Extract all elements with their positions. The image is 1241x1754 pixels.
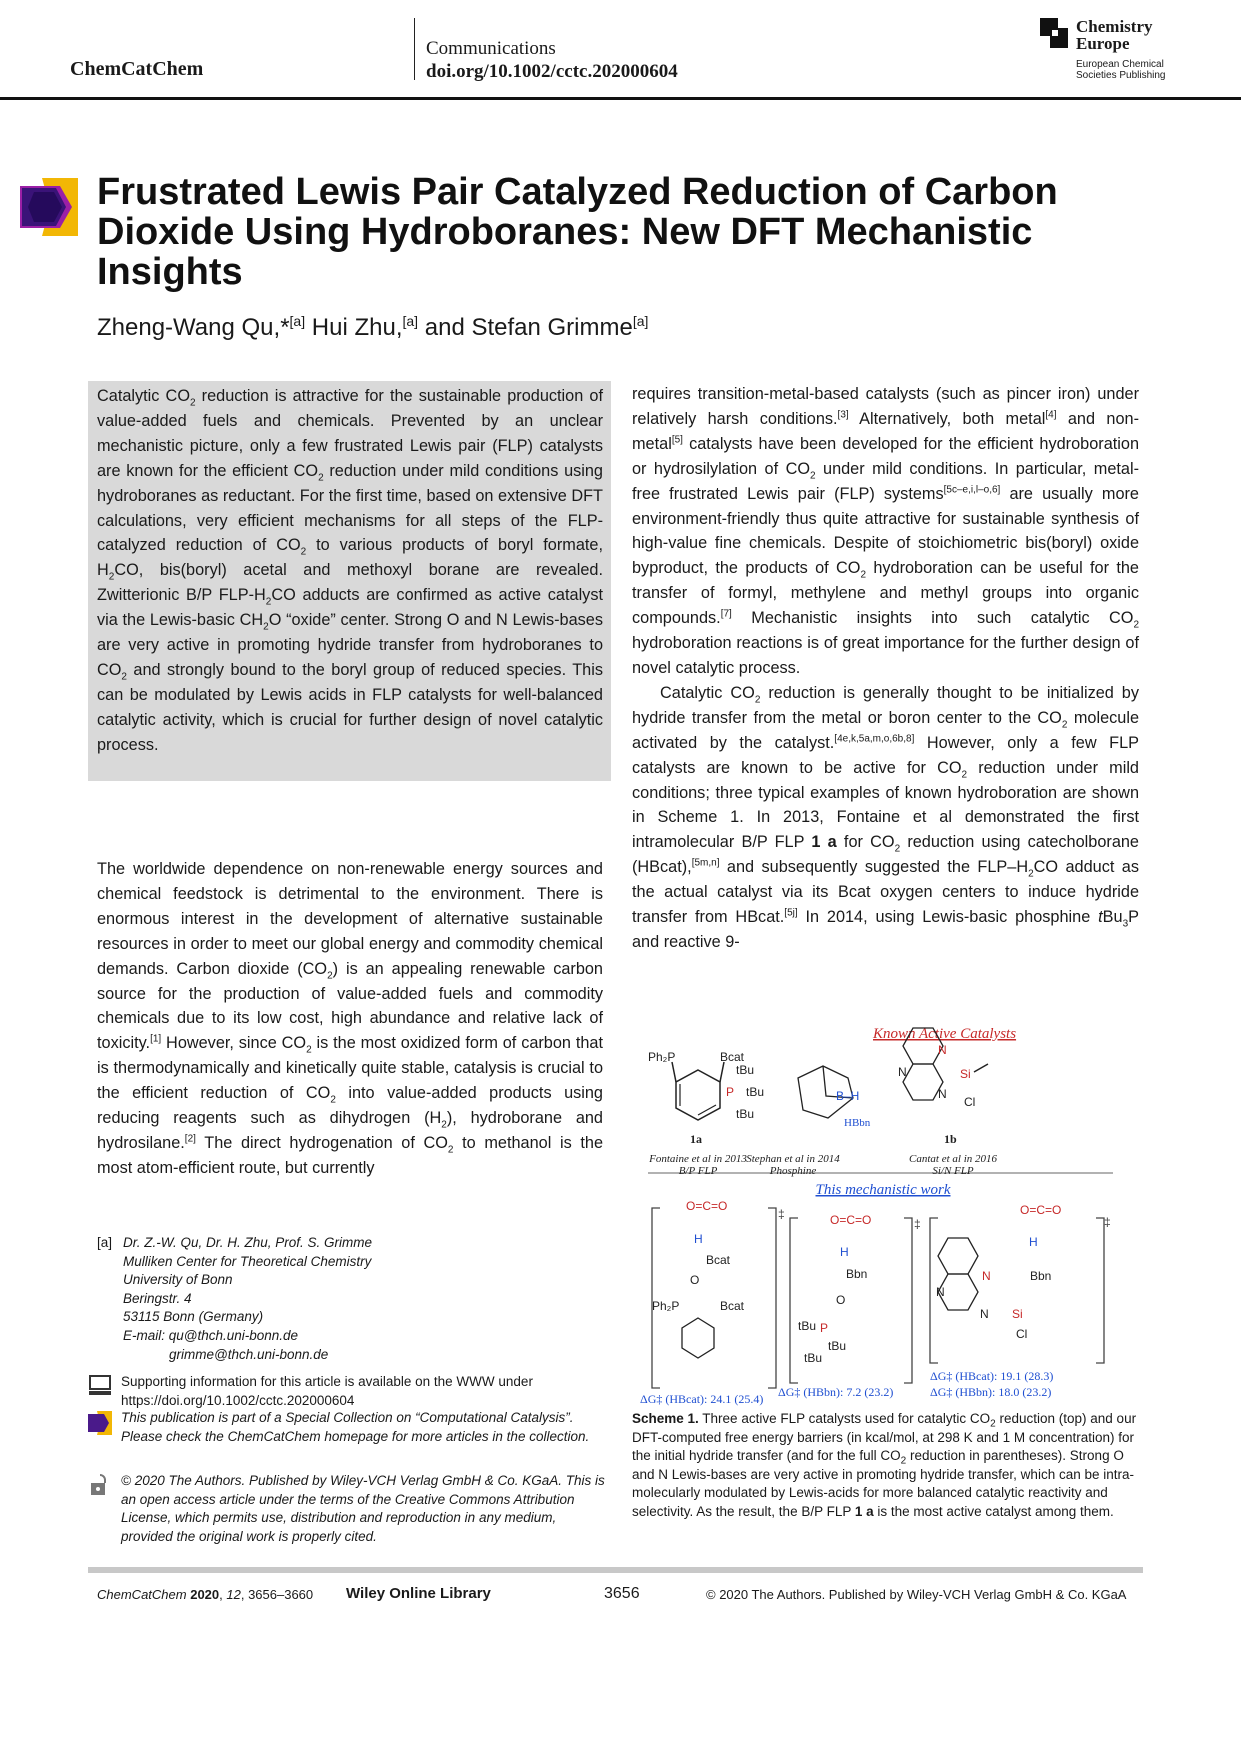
compound-ref: 1 a — [854, 1503, 874, 1519]
intro-t1: The worldwide dependence on non-renewable energy sources and chemical feedstock is detrimental to the environment. There is enormous interest in the development of alternative sustainable resources in order to meet our global energy and commodity chemical demands. Carbon dioxide (CO — [97, 860, 603, 978]
citation-ref[interactable]: [3] — [837, 409, 849, 421]
ts3-energy-b: ΔG‡ (HBbn): 18.0 (23.2) — [930, 1385, 1052, 1399]
wiley-online-library-link[interactable]: Wiley Online Library — [346, 1585, 491, 1602]
ts2-tbu-2: tBu — [828, 1339, 847, 1353]
ts2-tbu-3: tBu — [804, 1351, 823, 1365]
sub: 3 — [1122, 918, 1129, 930]
abs-s4: to various products of boryl formate, H — [97, 536, 603, 580]
ts1-energy: ΔG‡ (HBcat): 24.1 (25.4) — [640, 1392, 764, 1406]
ts2-energy: ΔG‡ (HBbn): 7.2 (23.2) — [778, 1385, 894, 1399]
c2-ref1: Stephan et al in 2014 — [746, 1153, 840, 1165]
ts2-co2: O=C=O — [830, 1213, 872, 1227]
citation-ref[interactable]: [7] — [720, 608, 732, 620]
header-rule — [0, 97, 1241, 100]
footer-journal: ChemCatChem — [97, 1587, 187, 1602]
page-number: 3656 — [604, 1585, 640, 1602]
c3-label: 1b — [944, 1132, 957, 1146]
sub: 2 — [1028, 868, 1034, 880]
section-label: Communications — [426, 38, 556, 59]
intro-t6: ), hydroborane and hydrosilane. — [97, 1109, 603, 1152]
supporting-info-note[interactable]: Supporting information for this article is available on the WWW under https://doi.org/10.1002/cctc.202000604 — [121, 1374, 533, 1408]
intro-t8: to methanol is the most atom-efficient route, but currently — [97, 1133, 604, 1177]
c1-bcat: Bcat — [720, 1050, 745, 1064]
citation-ref[interactable]: [5j] — [784, 907, 798, 919]
c1-ref1: Fontaine et al in 2013 — [649, 1153, 747, 1165]
transition-state-3 — [930, 1203, 1111, 1399]
intro-t5: into value-added products using reducing reagents such as dihydrogen (H — [97, 1084, 603, 1128]
ts3-si: Si — [1012, 1307, 1023, 1321]
header-divider — [414, 18, 415, 80]
right-paragraph-1 — [632, 382, 1139, 681]
catalyst-1b-structure — [898, 1028, 998, 1177]
abs-s8: and strongly bound to the boryl group of reduced species. This can be modulated by Lewis acids in FLP catalysts for well-balanced catalytic activity, which is crucial for further design of novel catalytic process. — [97, 660, 603, 754]
ts3-bbn: Bbn — [1030, 1269, 1052, 1283]
ts2-dagger: ‡ — [914, 1217, 921, 1231]
collection-note: This publication is part of a Special Collection on “Computational Catalysis”. Please check the ChemCatChem homepage for more articles in the collection. — [121, 1410, 590, 1444]
open-access-lock-icon — [88, 1473, 112, 1497]
sub: 2 — [263, 621, 269, 633]
ts1-ph2p: Ph₂P — [652, 1299, 680, 1313]
citation-ref[interactable]: [2] — [184, 1133, 196, 1145]
ts1-co2: O=C=O — [686, 1199, 728, 1213]
r-p1d: catalysts have been developed for the efficient hydroboration or hydrosilylation of CO — [632, 434, 1139, 478]
caption-label: Scheme 1. — [632, 1411, 699, 1426]
r-p2m: Bu — [1102, 908, 1123, 927]
r-p2n: P and reactive 9- — [632, 908, 1139, 951]
r-p1e: under mild conditions. In particular, metal-free frustrated Lewis pair (FLP) systems — [632, 459, 1139, 503]
affiliation-block — [97, 1234, 617, 1364]
r-p1c: and non-metal — [632, 409, 1139, 453]
ts2-bbn: Bbn — [846, 1267, 868, 1281]
author-3: and Stefan Grimme — [418, 314, 633, 341]
catalyst-1a-structure — [648, 1050, 747, 1177]
affiliation-l1: Dr. Z.-W. Qu, Dr. H. Zhu, Prof. S. Grimme — [123, 1235, 373, 1250]
affiliation-tag: [a] — [97, 1235, 113, 1250]
sub: 2 — [441, 1119, 447, 1131]
sub: 2 — [990, 1418, 996, 1430]
journal-name: ChemCatChem — [70, 58, 204, 80]
sub: 2 — [961, 768, 968, 780]
intro-paragraph — [97, 857, 603, 1181]
author-2-affil: [a] — [402, 313, 419, 329]
sub: 2 — [860, 569, 866, 581]
c1-ref2: B/P FLP — [678, 1165, 718, 1177]
ts1-bcat-bot: Bcat — [720, 1299, 745, 1313]
abs-s7: O “oxide” center. Strong O and N Lewis-bases are very active in promoting hydride transfer from hydroboranes to CO — [97, 611, 603, 679]
publisher-title — [1076, 18, 1152, 52]
sub: 2 — [1061, 719, 1068, 731]
email-link[interactable]: E-mail: qu@thch.uni-bonn.de — [123, 1327, 299, 1343]
right-paragraph-2 — [632, 681, 1139, 955]
ts3-energy-a: ΔG‡ (HBcat): 19.1 (28.3) — [930, 1369, 1054, 1383]
intro-t4: is the most oxidized form of carbon that is thermodynamically and kinetically quite stable, catalysis is crucial to the efficient reduction of CO — [97, 1034, 603, 1103]
publisher-sub-line2: Societies Publishing — [1076, 70, 1166, 81]
r-p2h: reduction using catecholborane (HBcat), — [632, 833, 1139, 877]
caption-c2: reduction (top) and our DFT-computed free energy barriers (in kcal/mol, at 298 K and 1 M concentration) for the initial hydride transfer (and for the full CO — [632, 1411, 1137, 1464]
catalyst-phosphine-structure — [726, 1063, 871, 1177]
abs-s2: reduction is attractive for the sustainable production of value-added fuels and chemicals. Prevented by an unclear mechanistic picture, only a few frustrated Lewis pair (FLP) catalysts are known for the efficient CO — [97, 387, 603, 480]
r-p2b: reduction is generally thought to be initialized by hydride transfer from the metal or boron center to the CO — [632, 683, 1139, 727]
r-p1f: are usually more environment-friendly thus quite attractive for sustainable synthesis of high-value fine chemicals. Despite of stoichiometric bis(boryl) oxide byproduct, the products of CO — [632, 484, 1139, 578]
r-p2j: CO adduct as the actual catalyst via its Bcat oxygen centers to induce hydride transfer from HBcat. — [632, 858, 1139, 927]
chemistry-europe-logo-icon — [1040, 18, 1068, 48]
r-p1g: hydroboration can be useful for the transfer of formyl, methylene and methyl groups into organic compounds. — [632, 559, 1139, 628]
abs-s5: CO, bis(boryl) acetal and methoxyl borane are revealed. Zwitterionic B/P FLP-H — [97, 561, 603, 605]
caption-c3: reduction in parentheses). Strong O and N Lewis-bases are very active in promoting hydride transfer, which can be intra-molecularly modulated by Lewis-acids for more balanced catalytic reactivity and selectivity. As the result, the B/P FLP — [632, 1448, 1134, 1519]
ts3-dagger: ‡ — [1104, 1215, 1111, 1229]
c2-ref2: Phosphine — [769, 1165, 817, 1177]
sub: 2 — [894, 843, 901, 855]
sub: 2 — [330, 1094, 336, 1106]
license-note: © 2020 The Authors. Published by Wiley-VCH Verlag GmbH & Co. KGaA. This is an open access article under the terms of the Creative Commons Attribution License, which permits use, distribution and reproduction in any medium, provided the original work is properly cited. — [121, 1473, 605, 1544]
ts3-co2: O=C=O — [1020, 1203, 1062, 1217]
c3-ref1: Cantat et al in 2016 — [909, 1153, 997, 1165]
ts1-h: H — [694, 1232, 703, 1246]
c2-tbu-top: tBu — [736, 1063, 755, 1077]
author-1-affil: [a] — [289, 313, 306, 329]
c1-label: 1a — [690, 1132, 702, 1146]
italic-t: t — [1098, 908, 1103, 927]
ts3-cl: Cl — [1016, 1327, 1028, 1341]
publisher-title-line2: Europe — [1076, 34, 1130, 53]
ts1-bcat-top: Bcat — [706, 1253, 731, 1267]
intro-t2: ) is an appealing renewable carbon source for the production of value-added fuels and commodity chemicals due to its low cost, high abundance and relative lack of toxicity. — [97, 959, 603, 1053]
ts2-p: P — [820, 1321, 829, 1335]
affiliation-l2: Mulliken Center for Theoretical Chemistry — [123, 1253, 372, 1269]
mechanistic-work-title: This mechanistic work — [815, 1182, 951, 1198]
ts1-dagger: ‡ — [778, 1207, 785, 1221]
transition-state-1 — [640, 1199, 785, 1406]
c2-tbu-mid: tBu — [746, 1085, 765, 1099]
publisher-subtitle — [1076, 59, 1166, 81]
c3-n-bot: N — [938, 1087, 947, 1101]
r-p2a: Catalytic CO — [660, 683, 755, 702]
citation-ref[interactable]: [1] — [150, 1033, 162, 1045]
c1-ph2p: Ph₂P — [648, 1050, 676, 1064]
publisher-sub-line1: European Chemical — [1076, 59, 1164, 70]
transition-state-2 — [778, 1213, 921, 1399]
author-1: Zheng-Wang Qu,* — [97, 314, 290, 341]
sub: 2 — [447, 1144, 454, 1156]
abs-s1: Catalytic CO — [97, 387, 190, 405]
c3-n-left: N — [898, 1065, 907, 1079]
citation-ref[interactable]: [4] — [1045, 409, 1057, 421]
intro-t7: The direct hydrogenation of CO — [195, 1133, 448, 1152]
scheme-1-figure — [640, 1018, 1118, 1406]
doi-link[interactable]: doi.org/10.1002/cctc.202000604 — [426, 61, 678, 82]
citation-ref[interactable]: [4e,k,5a,m,o,6b,8] — [834, 733, 915, 745]
sub: 2 — [318, 471, 324, 483]
c3-ref2: Si/N FLP — [932, 1165, 974, 1177]
author-2: Hui Zhu, — [305, 314, 403, 341]
footer-rule — [88, 1567, 1143, 1573]
caption-c1: Three active FLP catalysts used for catalytic CO — [698, 1411, 991, 1426]
ts3-h: H — [1029, 1235, 1038, 1249]
ts3-n-bot: N — [980, 1307, 989, 1321]
citation-ref[interactable]: [5m,n] — [691, 857, 720, 869]
r-p2k: In 2014, using Lewis-basic phosphine — [797, 908, 1099, 927]
r-p2c: molecule activated by the catalyst. — [632, 708, 1140, 752]
email-link[interactable]: grimme@thch.uni-bonn.de — [169, 1346, 329, 1362]
scheme-caption — [632, 1410, 1139, 1522]
ts3-n-left: N — [936, 1285, 945, 1299]
sub: 2 — [189, 397, 196, 409]
sub: 2 — [121, 671, 127, 683]
r-p2d: However, only a few FLP catalysts are known to be active for CO — [632, 733, 1139, 777]
author-3-affil: [a] — [632, 313, 649, 329]
sub: 2 — [300, 546, 307, 558]
r-p1i: hydroboration reactions is of great importance for the further design of novel catalytic process. — [632, 634, 1139, 677]
ts3-n-top: N — [982, 1269, 991, 1283]
footer-copyright: © 2020 The Authors. Published by Wiley-VCH Verlag GmbH & Co. KGaA — [706, 1587, 1127, 1602]
c2-tbu-bot: tBu — [736, 1107, 755, 1121]
c3-si: Si — [960, 1067, 971, 1081]
c2-bh: B–H — [836, 1089, 860, 1103]
abstract-text — [97, 384, 603, 758]
ts2-h: H — [840, 1245, 849, 1259]
sub: 2 — [265, 596, 272, 608]
r-p1h: Mechanistic insights into such catalytic CO — [731, 609, 1134, 628]
affiliation-l3: University of Bonn — [123, 1272, 233, 1288]
citation-ref[interactable]: [5c–e,i,l–o,6] — [943, 484, 1001, 496]
c2-hbbn: HBbn — [844, 1117, 871, 1129]
special-collection-icon — [20, 178, 80, 236]
special-collection-small-icon — [88, 1411, 112, 1435]
compound-ref: 1 a — [811, 833, 837, 852]
r-p2i: and subsequently suggested the FLP–H — [719, 858, 1029, 877]
footer-pages: , 3656–3660 — [240, 1587, 314, 1602]
sub: 2 — [108, 571, 115, 583]
citation-ref[interactable]: [5] — [671, 434, 683, 446]
intro-t3: However, since CO — [161, 1034, 307, 1053]
footer-year: 2020 — [190, 1587, 220, 1602]
author-list — [97, 314, 648, 342]
sub: 2 — [754, 694, 761, 706]
sub: 2 — [327, 969, 333, 981]
footer-volume: 12 — [226, 1587, 241, 1602]
ts1-o: O — [690, 1273, 700, 1287]
c2-p: P — [726, 1085, 735, 1099]
sub: 2 — [306, 1044, 312, 1056]
r-p2e: reduction under mild conditions; three typical examples of known hydroboration are shown in Scheme 1. In 2013, Fontaine et al demonstrated the first intramolecular B/P FLP — [632, 758, 1139, 852]
affiliation-l5: 53115 Bonn (Germany) — [123, 1309, 264, 1325]
right-column-text — [632, 382, 1139, 955]
publisher-title-line1: Chemistry — [1076, 17, 1153, 36]
sub: 2 — [900, 1455, 907, 1467]
r-p1a: requires transition-metal-based catalysts (such as pincer iron) under relatively harsh conditions. — [632, 385, 1139, 428]
r-p1b: Alternatively, both metal — [848, 409, 1046, 428]
computer-icon — [88, 1373, 112, 1397]
abs-s6: CO adducts are confirmed as active catalyst via the Lewis-basic CH — [97, 586, 603, 630]
footer-citation: ChemCatChem 2020, 12, 3656–3660 — [97, 1587, 314, 1602]
abs-s3: reduction under mild conditions using hydroboranes as reductant. For the first time, based on extensive DFT calculations, very efficient mechanisms for all steps of the FLP-catalyzed reduction of CO — [97, 461, 603, 555]
ts2-tbu-1: tBu — [798, 1319, 817, 1333]
ts2-o: O — [836, 1293, 846, 1307]
affiliation-l4: Beringstr. 4 — [123, 1290, 192, 1306]
sub: 2 — [810, 469, 816, 481]
c3-n-top: N — [938, 1043, 947, 1057]
sub: 2 — [1133, 619, 1139, 631]
caption-c5: is the most active catalyst among them. — [873, 1503, 1114, 1519]
c3-cl: Cl — [964, 1095, 976, 1109]
article-title: Frustrated Lewis Pair Catalyzed Reduction of Carbon Dioxide Using Hydroboranes: New DFT Mechanistic Insights — [97, 171, 1058, 293]
r-p2g: for CO — [836, 833, 895, 852]
known-catalysts-title: Known Active Catalysts — [873, 1026, 1017, 1042]
